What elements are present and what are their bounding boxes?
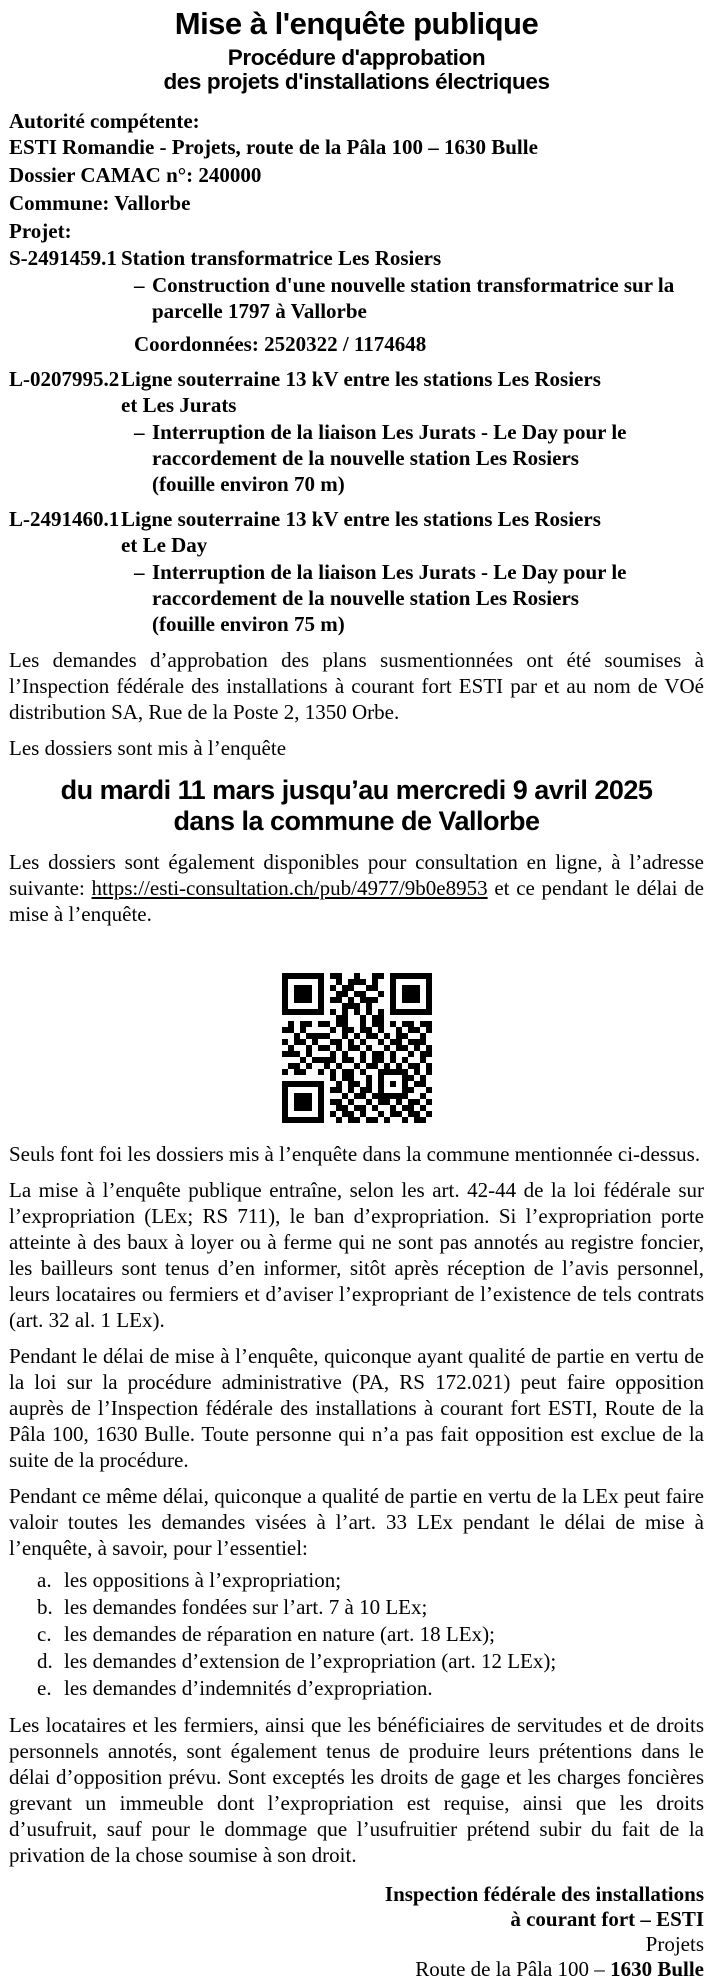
signature-block <box>9 1882 704 1982</box>
meta-block <box>9 108 704 244</box>
dash-marker: – <box>134 560 145 584</box>
claims-list <box>9 1567 704 1702</box>
signature-department: Projets <box>645 1932 704 1956</box>
project-bullet: – Interruption de la liaison Les Jurats - Le Day pour le raccordement de la nouvelle station Les Rosiers (fouille environ 70 m) <box>134 420 627 496</box>
claim-text: les demandes fondées sur l’art. 7 à 10 LEx; <box>64 1595 428 1619</box>
project-item <box>9 245 704 357</box>
claim-item-b <box>9 1594 704 1621</box>
signature-org-line-2: à courant fort – ESTI <box>510 1907 704 1931</box>
claim-marker: a. <box>37 1568 52 1592</box>
project-id: L-0207995.2 <box>9 367 120 391</box>
project-coordinates: Coordonnées: 2520322 / 1174648 <box>134 332 427 356</box>
project-title: Station transformatrice Les Rosiers <box>121 246 442 270</box>
project-bullet: – Interruption de la liaison Les Jurats - Le Day pour le raccordement de la nouvelle station Les Rosiers (fouille environ 75 m) <box>134 560 627 636</box>
paragraph-expropriation-ban: La mise à l’enquête publique entraîne, selon les art. 42-44 de la loi fédérale sur l’expropriation (LEx; RS 711), le ban d’expropriation. Si l’expropriation porte atteinte à des baux à loyer ou à ferme qui ne sont pas annotés au registre foncier, les bailleurs sont tenus d’en informer, sitôt après réception de l’avis personnel, leurs locataires ou fermiers et d’aviser l’expropriant de l’existence de tels contrats (art. 32 al. 1 LEx). <box>9 1178 704 1332</box>
signature-address: Route de la Pâla 100 – 1630 Bulle <box>415 1957 704 1981</box>
paragraph-online-consultation <box>9 849 704 927</box>
qr-code-container <box>9 973 704 1123</box>
claim-text: les demandes de réparation en nature (art. 18 LEx); <box>64 1622 495 1646</box>
page-title: Mise à l'enquête publique <box>174 6 539 41</box>
subtitle-line-2: des projets d'installations électriques <box>163 69 550 94</box>
dossier-number: Dossier CAMAC n°: 240000 <box>9 163 262 187</box>
commune-line: Commune: Vallorbe <box>9 191 191 215</box>
claim-item-d <box>9 1648 704 1675</box>
project-label: Projet: <box>9 219 72 243</box>
enquiry-period-heading <box>9 775 704 837</box>
online-text-before: Les dossiers sont également disponibles pour consultation en ligne, à l’adresse suivante: <box>9 850 704 900</box>
signature-city: 1630 Bulle <box>610 1957 704 1981</box>
claim-text: les demandes d’extension de l’expropriation (art. 12 LEx); <box>64 1649 557 1673</box>
project-title: Ligne souterraine 13 kV entre les stations Les Rosiers et Le Day <box>121 507 601 557</box>
dash-marker: – <box>134 420 145 444</box>
page-subtitle <box>9 46 704 94</box>
paragraph-enquiry-intro: Les dossiers sont mis à l’enquête <box>9 736 287 760</box>
dash-marker: – <box>134 273 145 297</box>
claim-item-c <box>9 1621 704 1648</box>
claim-marker: c. <box>37 1622 52 1646</box>
project-bullet: – Construction d'une nouvelle station transformatrice sur la parcelle 1797 à Vallorbe <box>134 273 675 323</box>
claim-item-e <box>9 1675 704 1702</box>
signature-org-line-1: Inspection fédérale des installations <box>384 1882 704 1906</box>
authority-value: ESTI Romandie - Projets, route de la Pâla 100 – 1630 Bulle <box>9 135 538 159</box>
project-list <box>9 245 704 637</box>
paragraph-claims-intro: Pendant ce même délai, quiconque a qualité de partie en vertu de la LEx peut faire valoir toutes les demandes visées à l’art. 33 LEx pendant le délai de mise à l’enquête, à savoir, pour l’essentiel: <box>9 1484 704 1560</box>
claim-text: les demandes d’indemnités d’expropriation. <box>64 1676 433 1700</box>
paragraph-submission: Les demandes d’approbation des plans susmentionnées ont été soumises à l’Inspection fédérale des installations à courant fort ESTI par et au nom de VOé distribution SA, Rue de la Poste 2, 1350 Orbe. <box>9 648 704 724</box>
project-id: S-2491459.1 <box>9 246 117 270</box>
subtitle-line-1: Procédure d'approbation <box>227 45 486 70</box>
claim-marker: d. <box>37 1649 53 1673</box>
project-item <box>9 506 704 637</box>
consultation-url-link[interactable]: https://esti-consultation.ch/pub/4977/9b0e8953 <box>91 876 488 900</box>
enquiry-period-dates: du mardi 11 mars jusqu’au mercredi 9 avril 2025 <box>60 775 653 805</box>
online-text-after: et ce pendant le délai de mise à l’enquête. <box>9 876 704 926</box>
project-item <box>9 366 704 497</box>
authority-label: Autorité compétente: <box>9 109 200 133</box>
paragraph-validity: Seuls font foi les dossiers mis à l’enquête dans la commune mentionnée ci-dessus. <box>9 1142 701 1166</box>
claim-text: les oppositions à l’expropriation; <box>64 1568 342 1592</box>
claim-marker: b. <box>37 1595 53 1619</box>
claim-marker: e. <box>37 1676 52 1700</box>
project-title: Ligne souterraine 13 kV entre les stations Les Rosiers et Les Jurats <box>121 367 601 417</box>
qr-code <box>282 973 432 1123</box>
project-id: L-2491460.1 <box>9 507 120 531</box>
enquiry-period-commune: dans la commune de Vallorbe <box>173 806 540 836</box>
paragraph-tenants: Les locataires et les fermiers, ainsi que les bénéficiaires de servitudes et de droits personnels annotés, sont également tenus de produire leurs prétentions dans le délai d’opposition prévu. Sont exceptés les droits de gage et les charges foncières grevant un immeuble dont l’expropriation est requise, ainsi que les droits d’usufruit, sauf pour le dommage que l’usufruitier prétend subir du fait de la privation de la chose soumise à son droit. <box>9 1713 704 1867</box>
paragraph-opposition: Pendant le délai de mise à l’enquête, quiconque ayant qualité de partie en vertu de la loi sur la procédure administrative (PA, RS 172.021) peut faire opposition auprès de l’Inspection fédérale des installations à courant fort ESTI, Route de la Pâla 100, 1630 Bulle. Toute personne qui n’a pas fait opposition est exclue de la suite de la procédure. <box>9 1344 704 1472</box>
claim-item-a <box>9 1567 704 1594</box>
